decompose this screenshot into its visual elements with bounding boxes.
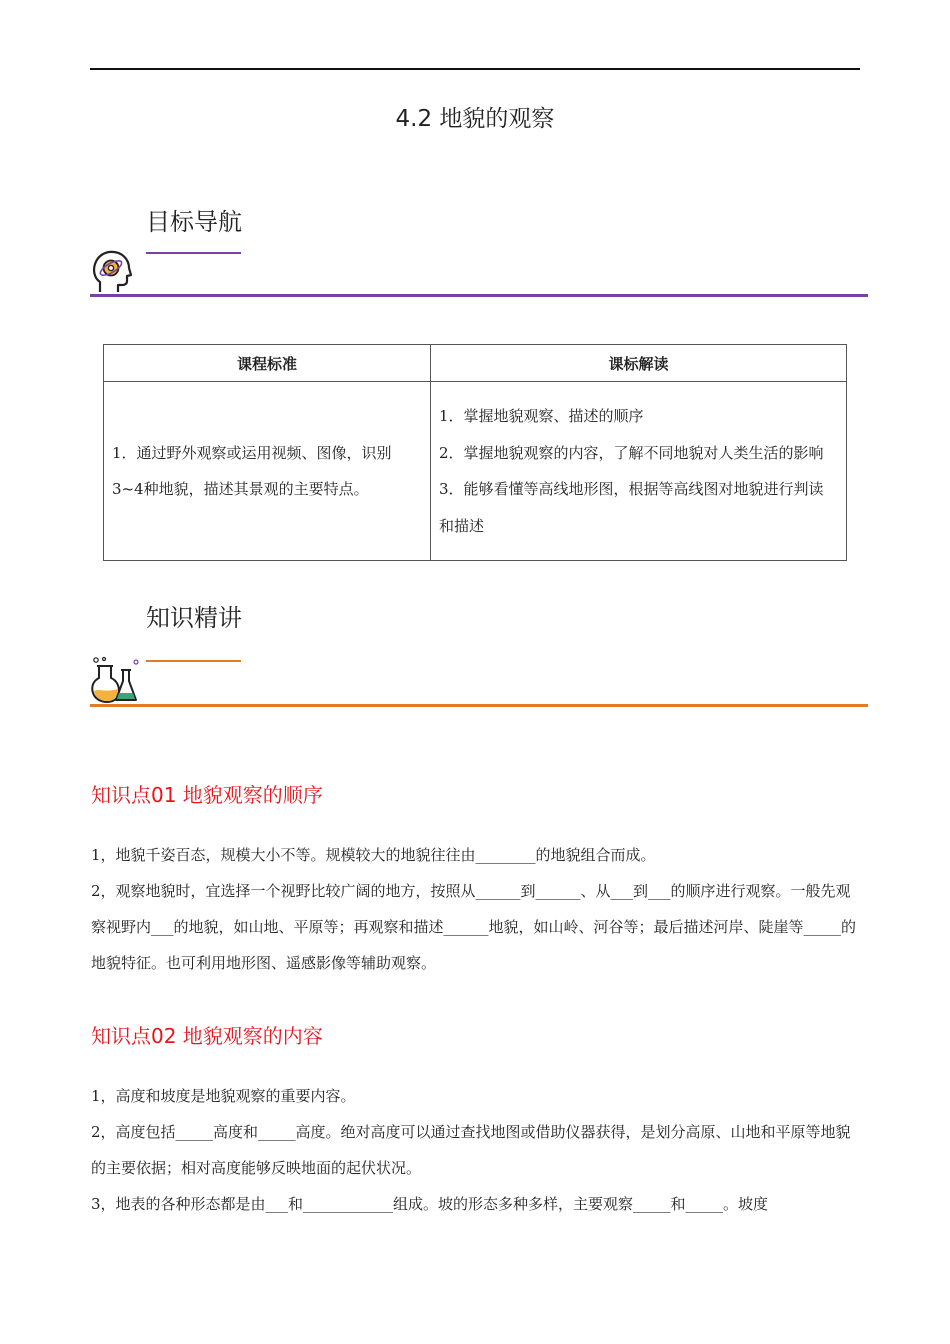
kp1-paragraph-1: 1，地貌千姿百态，规模大小不等。规模较大的地貌往往由________的地貌组合而成。 xyxy=(91,846,656,864)
section-heading-goals: 目标导航 xyxy=(146,208,242,236)
standard-text: 1．通过野外观察或运用视频、图像，识别3~4种地貌，描述其景观的主要特点。 xyxy=(112,444,392,498)
table-row xyxy=(104,382,847,561)
section-heading-knowledge: 知识精讲 xyxy=(146,604,242,632)
kp2-paragraph-1: 1，高度和坡度是地貌观察的重要内容。 xyxy=(91,1087,356,1105)
standard-cell xyxy=(104,382,431,561)
section-knowledge-divider xyxy=(90,704,868,707)
table-header-standard: 课程标准 xyxy=(104,345,431,382)
interpretation-item: 2．掌握地貌观察的内容，了解不同地貌对人类生活的影响 xyxy=(439,443,824,462)
brain-gear-icon xyxy=(90,248,134,298)
knowledge-point-01-heading: 知识点01 地貌观察的顺序 xyxy=(91,783,323,807)
curriculum-standards-table xyxy=(103,344,847,561)
interpretation-item: 3．能够看懂等高线地形图，根据等高线图对地貌进行判读和描述 xyxy=(439,480,824,535)
kp2-paragraph-3: 3，地表的各种形态都是由___和____________组成。坡的形态多种多样，主要观察_____和_____。坡度 xyxy=(91,1195,769,1213)
table-header-row xyxy=(104,345,847,382)
section-goals-short-rule xyxy=(146,252,241,254)
knowledge-point-02-heading: 知识点02 地貌观察的内容 xyxy=(91,1024,323,1048)
section-knowledge-short-rule xyxy=(146,660,241,662)
interpretation-cell xyxy=(431,382,847,561)
kp1-paragraph-2: 2，观察地貌时，宜选择一个视野比较广阔的地方，按照从______到______、从___到___的顺序进行观察。一般先观察视野内___的地貌，如山地、平原等；再观察和描述______地貌，如山岭、河谷等；最后描述河岸、陡崖等_____的地貌特征。也可利用地形图、遥感影像等辅助观察。 xyxy=(91,882,857,972)
header-rule xyxy=(90,68,860,70)
table-header-interpretation: 课标解读 xyxy=(431,345,847,382)
flask-icon xyxy=(90,656,140,708)
document-title: 4.2 地貌的观察 xyxy=(395,106,555,132)
kp2-paragraph-2: 2，高度包括_____高度和_____高度。绝对高度可以通过查找地图或借助仪器获得，是划分高原、山地和平原等地貌的主要依据；相对高度能够反映地面的起伏状况。 xyxy=(91,1123,851,1177)
section-goals-divider xyxy=(90,294,868,297)
interpretation-item: 1．掌握地貌观察、描述的顺序 xyxy=(439,407,644,425)
